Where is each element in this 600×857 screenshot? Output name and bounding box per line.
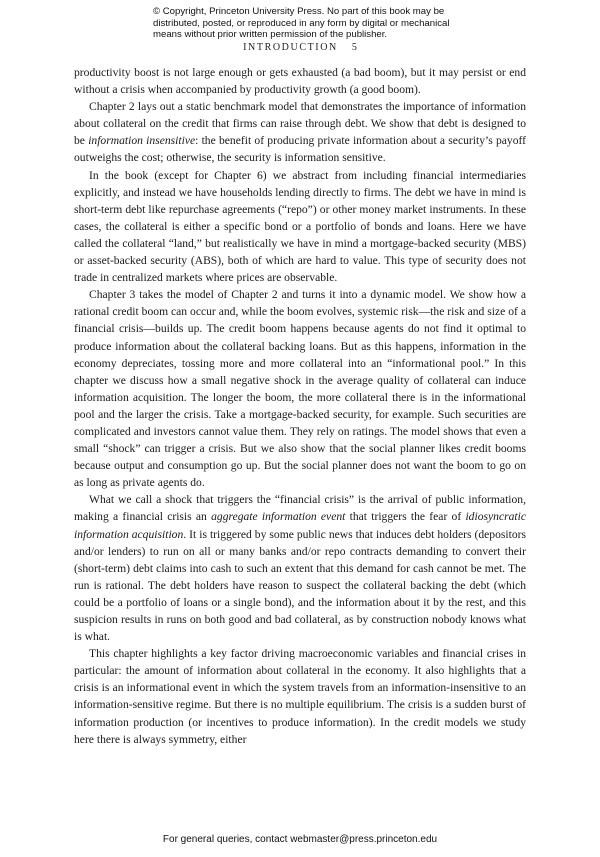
paragraph-3: In the book (except for Chapter 6) we abstract from including financial intermediaries explicitly, and instead we have households lending directly to firms. The debt we have in mind is short-term debt like repurchase agreements (“repo”) or other money market instruments. In these cases, the collateral is either a specific bond or a portfolio of bonds and loans. Here we have called the collateral “land,” but realistically we have in mind a mortgage-backed security (MBS) or asset-backed security (ABS), both of which are hard to value. This type of security does not trade in centralized markets where prices are observable. [74, 168, 526, 285]
page-number: 5 [351, 42, 357, 53]
running-title: INTRODUCTION [243, 42, 338, 53]
paragraph-6: This chapter highlights a key factor driving macroeconomic variables and financial crises in particular: the amount of information about collateral in the economy. It also highlights that a crisis is an informational event in which the system travels from an information-insensitive to an information-sensitive regime. But there is no multiple equilibrium. The crisis is a sudden burst of information production (or incentives to produce information). In the credit models we study here there is always symmetry, either [74, 647, 526, 746]
paragraph-1: productivity boost is not large enough or gets exhausted (a bad boom), but it may persist or end without a crisis when accompanied by productivity growth (a good boom). [74, 66, 526, 97]
body-text [74, 64, 526, 748]
emphasis-idiosyncratic-information-acquisition: idiosyncratic information acquisition [74, 510, 526, 541]
emphasis-information-insensitive: information insensitive [88, 134, 196, 148]
running-head [0, 42, 600, 53]
footer-contact: For general queries, contact webmaster@press.princeton.edu [162, 834, 438, 845]
paragraph-5: What we call a shock that triggers the “financial crisis” is the arrival of public information, making a financial crisis an aggregate information event that triggers the fear of idiosyncratic information acquisition. It is triggered by some public news that induces debt holders (depositors and/or lenders) to run on all or many banks and/or repo contracts demanding to convert their (short-term) debt claims into cash to such an extent that this demand for cash cannot be met. The run is rational. The debt holders have reason to suspect the collateral backing the debt (which could be a portfolio of loans or a single bond), and the information about it by the rest, and this suspicion results in runs on both good and bad collateral, as by construction nobody knows what is what. [74, 493, 527, 644]
emphasis-aggregate-information-event: aggregate information event [211, 510, 346, 524]
paragraph-2: Chapter 2 lays out a static benchmark model that demonstrates the importance of information about collateral on the credit that firms can raise through debt. We show that debt is designed to be information insensitive: the benefit of producing private information about a security’s payoff outweighs the cost; otherwise, the security is information sensitive. [74, 100, 527, 165]
copyright-notice: © Copyright, Princeton University Press. No part of this book may be distributed, posted, or reproduced in any form by digital or mechanical means without prior written permission of the publisher. [153, 6, 450, 40]
paragraph-4: Chapter 3 takes the model of Chapter 2 and turns it into a dynamic model. We show how a rational credit boom can occur and, while the boom evolves, systemic risk—the risk and size of a financial crisis—builds up. The credit boom happens because agents do not find it optimal to produce information about the collateral backing loans. But as this happens, information in the economy depreciates, tossing more and more collateral into an “informational pool.” In this chapter we discuss how a small negative shock in the average quality of collateral can induce information acquisition. The longer the boom, the more collateral there is in the informational pool and the larger the crisis. Take a mortgage-backed security, for example. Such securities are complicated and investors cannot value them. They rely on ratings. The model shows that even a small “shock” can trigger a crisis. But we also show that the social planner likes credit booms because output and consumption go up. But the social planner does not want the boom to go on as long as private agents do. [74, 288, 526, 490]
